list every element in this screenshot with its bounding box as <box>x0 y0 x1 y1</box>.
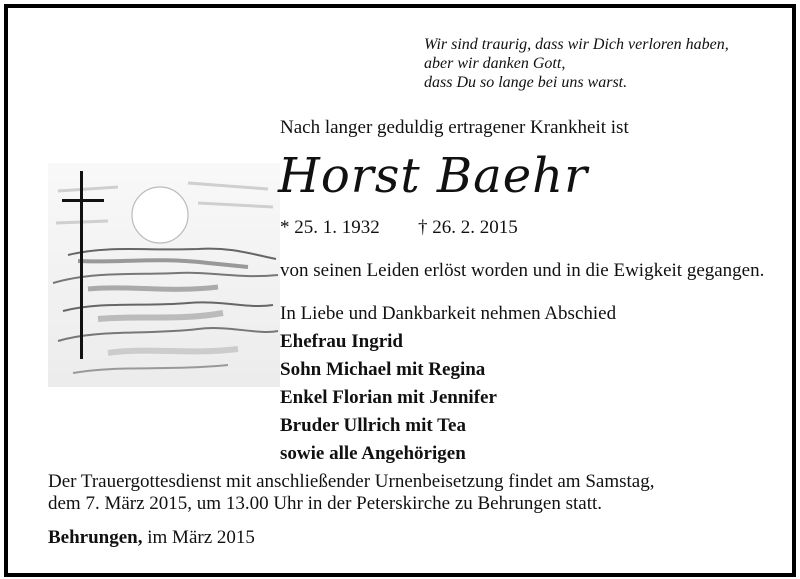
obituary-notice <box>4 4 796 577</box>
farewell-section <box>280 300 616 468</box>
place-date: im März 2015 <box>147 527 255 548</box>
birth-date: * 25. 1. 1932 <box>280 217 380 238</box>
life-dates <box>280 217 518 239</box>
poem-line: dass Du so lange bei uns warst. <box>424 74 628 91</box>
place-and-date <box>48 527 255 549</box>
service-line: dem 7. März 2015, um 13.00 Uhr in der Peterskirche zu Behrungen statt. <box>48 493 603 514</box>
mourner-name: Enkel Florian mit Jennifer <box>280 387 497 408</box>
poem-line: Wir sind traurig, dass wir Dich verloren haben, <box>424 36 729 53</box>
mourner-name: sowie alle Angehörigen <box>280 443 466 464</box>
memorial-poem <box>424 35 729 92</box>
cross-landscape-drawing-icon <box>48 163 280 387</box>
place-town: Behrungen, <box>48 527 143 548</box>
farewell-lead: In Liebe und Dankbarkeit nehmen Abschied <box>280 303 617 324</box>
poem-line: aber wir danken Gott, <box>424 55 566 72</box>
mourner-name: Sohn Michael mit Regina <box>280 359 486 380</box>
intro-text: Nach langer geduldig ertragener Krankheit ist <box>280 117 629 138</box>
mourner-name: Bruder Ullrich mit Tea <box>280 415 466 436</box>
released-text: von seinen Leiden erlöst worden und in die Ewigkeit gegangen. <box>280 260 765 281</box>
death-date: † 26. 2. 2015 <box>418 217 518 238</box>
service-announcement <box>48 471 654 515</box>
deceased-name: Horst Baehr <box>278 148 589 204</box>
mourner-name: Ehefrau Ingrid <box>280 331 403 352</box>
service-line: Der Trauergottesdienst mit anschließender Urnenbeisetzung findet am Samstag, <box>48 471 655 492</box>
